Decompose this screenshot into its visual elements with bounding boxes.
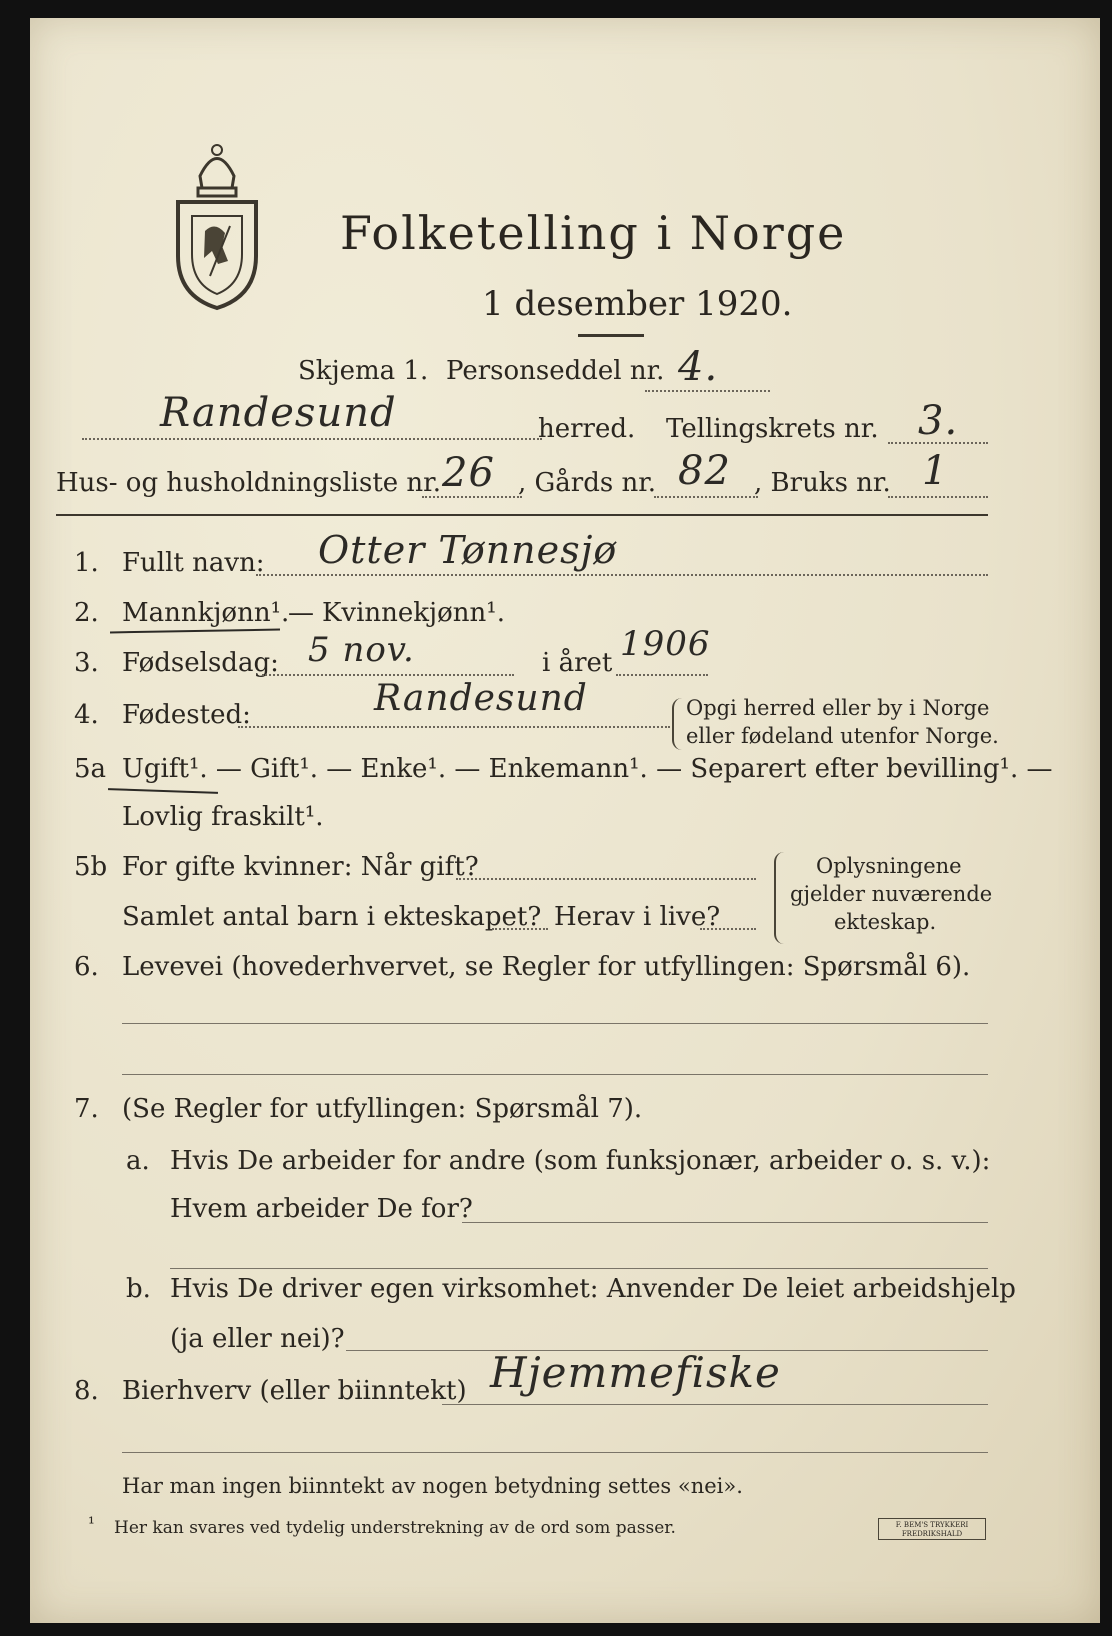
q7a-employer-label: Hvem arbeider De for?	[170, 1194, 473, 1224]
skjema-label: Skjema 1.	[298, 356, 429, 386]
footnote-text: Her kan svares ved tydelig understrekning av de ord som passer.	[114, 1518, 676, 1538]
q7b-letter: b.	[126, 1274, 151, 1304]
gards-label: , Gårds nr.	[518, 468, 657, 498]
census-date: 1 desember 1920.	[482, 284, 793, 324]
q5b-children-line	[492, 928, 548, 930]
hus-label: Hus- og husholdningsliste nr.	[56, 468, 442, 498]
q7-label: (Se Regler for utfyllingen: Spørsmål 7).	[122, 1094, 643, 1124]
q2-separator: —	[288, 598, 314, 628]
q4-note-line1: Opgi herred eller by i Norge	[686, 696, 990, 720]
hus-line	[422, 496, 522, 498]
q2-male-option[interactable]: Mannkjønn¹.	[122, 598, 290, 628]
q5a-options[interactable]: Ugift¹. — Gift¹. — Enke¹. — Enkemann¹. — Separert efter bevilling¹. —	[122, 754, 1053, 784]
q7a-question: Hvis De arbeider for andre (som funksjonær, arbeider o. s. v.):	[170, 1146, 991, 1176]
q4-birthplace[interactable]: Randesund	[374, 678, 588, 719]
q5b-number: 5b	[74, 852, 108, 882]
personseddel-value[interactable]: 4.	[678, 344, 719, 390]
q7a-extra-line[interactable]	[170, 1268, 988, 1269]
q5b-note-line1: Oplysningene	[816, 854, 962, 878]
herred-line	[82, 438, 542, 440]
q3-year-label: i året	[542, 648, 613, 678]
q2-female-option[interactable]: Kvinnekjønn¹.	[322, 598, 505, 628]
q1-line	[256, 574, 988, 576]
bruks-value[interactable]: 1	[922, 448, 949, 494]
q5a-ugift-underline	[108, 788, 218, 794]
q3-label: Fødselsdag:	[122, 648, 279, 678]
census-form-page	[30, 18, 1100, 1623]
hus-value[interactable]: 26	[442, 450, 495, 496]
q8-extra-line[interactable]	[122, 1452, 988, 1453]
herred-label: herred.	[538, 414, 636, 444]
q8-label: Bierhverv (eller biinntekt)	[122, 1376, 467, 1406]
q7a-letter: a.	[126, 1146, 150, 1176]
personseddel-line	[645, 390, 770, 392]
q4-label: Fødested:	[122, 700, 251, 730]
q8-line	[442, 1404, 988, 1405]
q5a-options-cont[interactable]: Lovlig fraskilt¹.	[122, 802, 324, 832]
printer-stamp: F. BEM'S TRYKKERI FREDRIKSHALD	[878, 1518, 986, 1540]
q5b-note-line2: gjelder nuværende	[790, 882, 993, 906]
page-title: Folketelling i Norge	[340, 206, 847, 260]
q5b-children-total: Samlet antal barn i ekteskapet?	[122, 902, 542, 932]
q3-year-line	[616, 674, 708, 676]
q5b-children-alive: Herav i live?	[554, 902, 721, 932]
q8-number: 8.	[74, 1376, 99, 1406]
q4-note-line2: eller fødeland utenfor Norge.	[686, 724, 999, 748]
q1-number: 1.	[74, 548, 99, 578]
q6-label: Levevei (hovederhvervet, se Regler for utfyllingen: Spørsmål 6).	[122, 952, 971, 982]
q7-number: 7.	[74, 1094, 99, 1124]
q3-day-line	[262, 674, 514, 676]
q6-line-1[interactable]	[122, 1023, 988, 1024]
q7b-yes-no-label: (ja eller nei)?	[170, 1324, 345, 1354]
bruks-label: , Bruks nr.	[754, 468, 891, 498]
q5b-brace	[774, 852, 788, 944]
coat-of-arms-icon	[170, 136, 265, 311]
personseddel-label: Personseddel nr.	[446, 356, 665, 386]
tellingskrets-value[interactable]: 3.	[918, 398, 959, 444]
q5b-note-line3: ekteskap.	[834, 910, 937, 934]
q8-side-income[interactable]: Hjemmefiske	[490, 1348, 781, 1397]
q3-birth-year[interactable]: 1906	[620, 624, 711, 664]
q4-number: 4.	[74, 700, 99, 730]
bruks-line	[888, 496, 988, 498]
title-divider	[578, 334, 644, 337]
footnote-mark: ¹	[88, 1514, 95, 1534]
q6-number: 6.	[74, 952, 99, 982]
gards-line	[654, 496, 758, 498]
q2-male-underline	[110, 629, 280, 634]
q4-line	[238, 726, 670, 728]
herred-value[interactable]: Randesund	[160, 390, 397, 436]
q3-number: 3.	[74, 648, 99, 678]
q3-birth-day[interactable]: 5 nov.	[308, 630, 415, 670]
q7a-employer-line[interactable]	[462, 1222, 988, 1223]
header-divider	[56, 514, 988, 516]
q5b-alive-line	[700, 928, 756, 930]
q2-number: 2.	[74, 598, 99, 628]
footer-note: Har man ingen biinntekt av nogen betydning settes «nei».	[122, 1474, 743, 1498]
tellingskrets-label: Tellingskrets nr.	[666, 414, 879, 444]
q5a-number: 5a	[74, 754, 107, 784]
q5b-married-when: For gifte kvinner: Når gift?	[122, 852, 479, 882]
q6-line-2[interactable]	[122, 1074, 988, 1075]
q1-label: Fullt navn:	[122, 548, 265, 578]
gards-value[interactable]: 82	[678, 448, 731, 494]
q5b-married-line	[456, 878, 756, 880]
q1-full-name[interactable]: Otter Tønnesjø	[318, 528, 618, 572]
q4-brace	[672, 698, 684, 750]
q7b-question: Hvis De driver egen virksomhet: Anvender De leiet arbeidshjelp	[170, 1274, 1016, 1304]
